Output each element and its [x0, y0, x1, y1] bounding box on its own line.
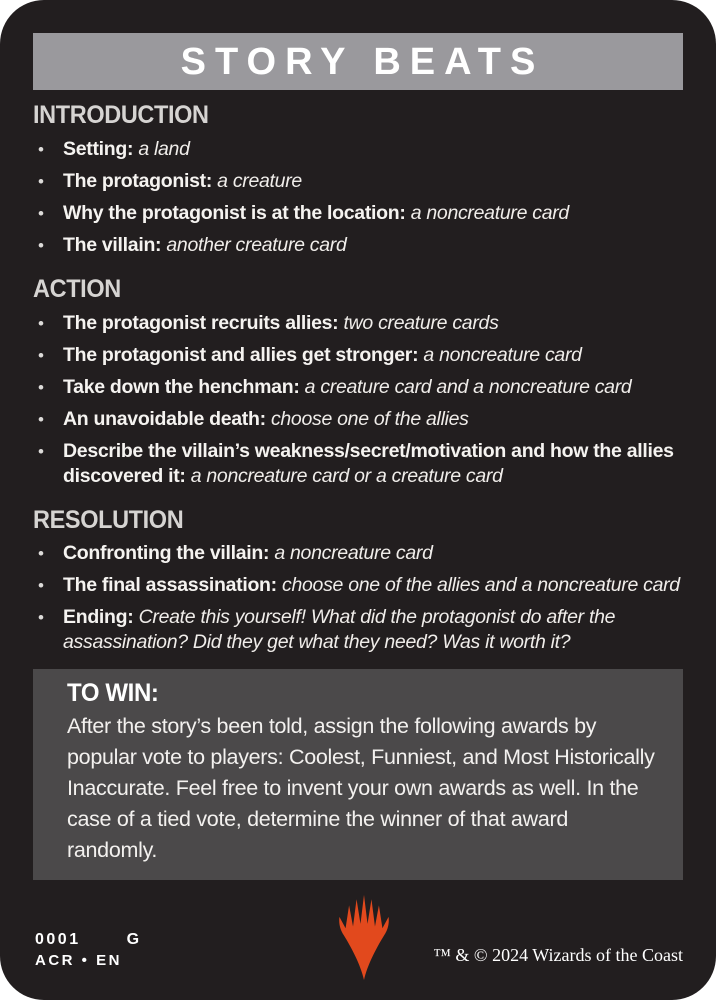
bullet-detail: a land	[138, 137, 190, 160]
list-item	[33, 233, 683, 258]
bullet-label: The protagonist recruits allies:	[63, 311, 339, 334]
bullet-icon: •	[38, 345, 44, 365]
bullet-detail: a noncreature card	[274, 542, 433, 565]
title-bar	[33, 33, 683, 90]
bullet-detail: a noncreature card	[410, 201, 569, 224]
list-item	[33, 169, 683, 194]
bullet-detail: Create this yourself! What did the protagonist do after the assassination? Did they get what they need? Was it worth it?	[63, 606, 616, 654]
bullet-icon: •	[38, 441, 44, 461]
bullet-detail: choose one of the allies and a noncreature card	[282, 574, 680, 597]
list-item	[33, 201, 683, 226]
bullet-icon: •	[38, 313, 44, 333]
bullet-label: The protagonist:	[63, 169, 213, 192]
bullet-label: An unavoidable death:	[63, 407, 266, 430]
bullet-label: Setting:	[63, 137, 134, 160]
list-item	[33, 137, 683, 162]
planeswalker-flame-icon	[335, 894, 393, 980]
bullet-label: The protagonist and allies get stronger:	[63, 343, 419, 366]
bullet-label: Ending:	[63, 606, 134, 629]
list-item	[33, 541, 683, 566]
bullet-label: Take down the henchman:	[63, 375, 300, 398]
bullet-label: The final assassination:	[63, 574, 277, 597]
rarity-letter: G	[126, 931, 142, 948]
bullet-detail: two creature cards	[343, 311, 499, 334]
bullet-icon: •	[38, 235, 44, 255]
bullet-detail: a creature	[217, 169, 302, 192]
copyright-text: ™ & © 2024 Wizards of the Coast	[433, 945, 683, 965]
list-item	[33, 343, 683, 368]
card-title: STORY BEATS	[180, 40, 545, 83]
bullet-label: The villain:	[63, 233, 162, 256]
section-heading-action: ACTION	[33, 274, 121, 303]
resolution-list	[33, 541, 683, 655]
bullet-icon: •	[38, 608, 44, 628]
bullet-detail: a noncreature card or a creature card	[190, 464, 503, 487]
bullet-icon: •	[38, 576, 44, 596]
list-item	[33, 311, 683, 336]
bullet-label: Describe the villain’s weakness/secret/motivation and how the allies discovered it:	[63, 439, 674, 487]
action-list	[33, 311, 683, 489]
bullet-icon: •	[38, 139, 44, 159]
list-item	[33, 407, 683, 432]
list-item	[33, 605, 683, 655]
bullet-icon: •	[38, 203, 44, 223]
bullet-icon: •	[38, 544, 44, 564]
to-win-body: After the story’s been told, assign the following awards by popular vote to players: Coolest, Funniest, and Most Historically Inaccurate. Feel free to invent your own awards as well. In the case of a tied vote, determine the winner of that award randomly.	[67, 714, 655, 863]
section-heading-introduction: INTRODUCTION	[33, 101, 209, 129]
bullet-label: Confronting the villain:	[63, 542, 270, 565]
bullet-detail: another creature card	[166, 233, 347, 256]
bullet-icon: •	[38, 409, 44, 429]
bullet-label: Why the protagonist is at the location:	[63, 201, 406, 224]
section-heading-resolution: RESOLUTION	[33, 505, 184, 534]
bullet-detail: choose one of the allies	[270, 407, 469, 430]
list-item	[33, 439, 683, 489]
introduction-list	[33, 137, 683, 258]
bullet-detail: a creature card and a noncreature card	[304, 375, 632, 398]
bullet-icon: •	[38, 171, 44, 191]
to-win-box	[33, 669, 683, 880]
footer	[33, 904, 683, 1000]
to-win-heading: TO WIN:	[67, 679, 159, 708]
set-code: ACR • EN	[35, 952, 122, 969]
list-item	[33, 573, 683, 598]
collector-info	[35, 932, 142, 968]
list-item	[33, 375, 683, 400]
bullet-detail: a noncreature card	[423, 343, 582, 366]
collector-number: 0001	[35, 931, 81, 948]
bullet-icon: •	[38, 377, 44, 397]
